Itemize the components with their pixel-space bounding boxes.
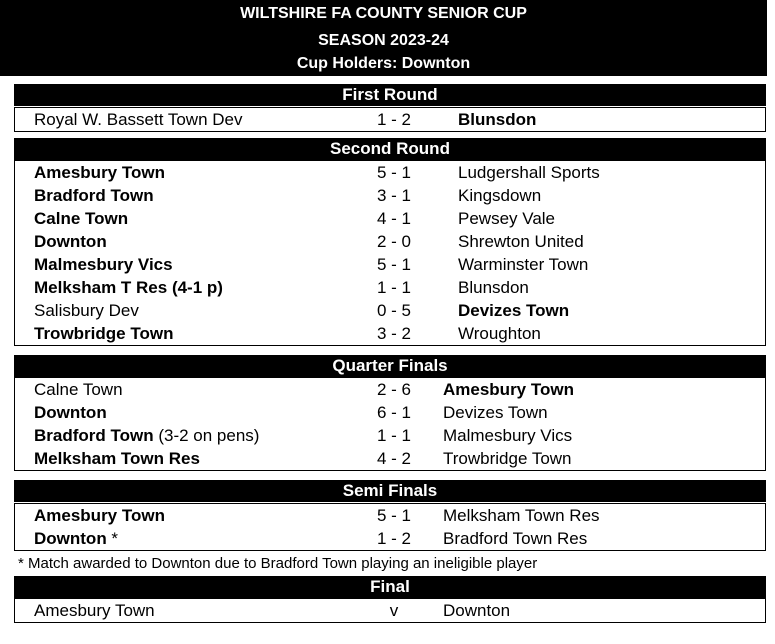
match-row: [15, 230, 765, 253]
away-team: Pewsey Vale: [458, 209, 556, 228]
away-team: Blunsdon: [458, 110, 537, 129]
match-row: [15, 527, 765, 550]
match-row: [15, 599, 765, 622]
home-team: [34, 424, 259, 447]
away-team: Amesbury Town: [443, 380, 574, 399]
home-team-name: Amesbury Town: [34, 506, 165, 525]
home-team-name: Melksham Town Res: [34, 449, 200, 468]
home-team: [34, 207, 128, 230]
home-team-name: Salisbury Dev: [34, 301, 139, 320]
match-score: 3 - 2: [376, 324, 412, 343]
competition-header: [0, 0, 767, 76]
match-row: [15, 253, 765, 276]
match-score: 1 - 2: [376, 529, 412, 548]
away-team: Kingsdown: [458, 186, 542, 205]
match-row: [15, 401, 765, 424]
home-team-name: Amesbury Town: [34, 601, 155, 620]
home-team: [34, 230, 107, 253]
match-score: 3 - 1: [376, 186, 412, 205]
away-team: Malmesbury Vics: [443, 426, 573, 445]
match-row: [15, 378, 765, 401]
match-row: [15, 322, 765, 345]
home-team: [34, 299, 139, 322]
away-team: Shrewton United: [458, 232, 584, 251]
match-score: 4 - 2: [376, 449, 412, 468]
match-score: 1 - 1: [376, 278, 412, 297]
home-team-name: Bradford Town: [34, 186, 154, 205]
second-round-heading: Second Round: [14, 138, 766, 160]
match-row: [15, 108, 765, 131]
home-team-name: Calne Town: [34, 380, 123, 399]
match-score: 5 - 1: [376, 255, 412, 274]
match-score: 5 - 1: [376, 163, 412, 182]
home-team-name: Malmesbury Vics: [34, 255, 173, 274]
match-row: [15, 184, 765, 207]
quarter-finals-heading: Quarter Finals: [14, 355, 766, 377]
home-team: [34, 447, 200, 470]
second-round-results: [14, 160, 766, 346]
match-score: 5 - 1: [376, 506, 412, 525]
home-team-name: Bradford Town: [34, 426, 154, 445]
away-team: Bradford Town Res: [443, 529, 588, 548]
away-team: Downton: [443, 601, 511, 620]
home-team-name: Trowbridge Town: [34, 324, 174, 343]
semi-finals-heading: Semi Finals: [14, 480, 766, 502]
home-team: [34, 401, 107, 424]
home-team-note: *: [106, 529, 119, 548]
match-score: 2 - 6: [376, 380, 412, 399]
match-row: [15, 276, 765, 299]
match-score: 1 - 1: [376, 426, 412, 445]
home-team-name: Downton: [34, 232, 107, 251]
away-team: Wroughton: [458, 324, 541, 343]
quarter-finals-results: [14, 377, 766, 471]
match-score: 6 - 1: [376, 403, 412, 422]
home-team-name: Calne Town: [34, 209, 129, 228]
home-team-name: Downton: [34, 403, 107, 422]
match-row: [15, 161, 765, 184]
match-score: 1 - 2: [376, 110, 412, 129]
home-team-name: Melksham T Res (4-1 p): [34, 278, 223, 297]
home-team: [34, 599, 155, 622]
home-team: [34, 184, 154, 207]
cup-holders-label: Cup Holders: Downton: [296, 55, 471, 72]
away-team: Blunsdon: [458, 278, 529, 297]
season-label: SEASON 2023-24: [318, 32, 449, 49]
away-team: Devizes Town: [443, 403, 548, 422]
match-score: 0 - 5: [376, 301, 412, 320]
match-row: [15, 207, 765, 230]
home-team: [34, 527, 118, 550]
home-team-note: (3-2 on pens): [153, 426, 260, 445]
home-team: [34, 108, 243, 131]
match-score: v: [389, 601, 399, 620]
home-team: [34, 504, 165, 527]
match-row: [15, 424, 765, 447]
home-team: [34, 253, 173, 276]
final-heading: Final: [14, 576, 766, 598]
away-team: Warminster Town: [458, 255, 589, 274]
match-row: [15, 299, 765, 322]
match-score: 2 - 0: [376, 232, 412, 251]
match-row: [15, 447, 765, 470]
semi-finals-results: [14, 503, 766, 551]
first-round-heading: First Round: [14, 84, 766, 106]
home-team: [34, 276, 223, 299]
match-score: 4 - 1: [376, 209, 412, 228]
away-team: Ludgershall Sports: [458, 163, 600, 182]
away-team: Trowbridge Town: [443, 449, 572, 468]
final-fixture: [14, 598, 766, 623]
home-team: [34, 161, 165, 184]
home-team: [34, 378, 123, 401]
home-team: [34, 322, 173, 345]
first-round-results: [14, 107, 766, 132]
home-team-name: Royal W. Bassett Town Dev: [34, 110, 243, 129]
competition-title: WILTSHIRE FA COUNTY SENIOR CUP: [240, 5, 527, 22]
match-row: [15, 504, 765, 527]
semi-finals-footnote: * Match awarded to Downton due to Bradford Town playing an ineligible player: [18, 555, 538, 572]
home-team-name: Downton: [34, 529, 107, 548]
home-team-name: Amesbury Town: [34, 163, 165, 182]
away-team: Melksham Town Res: [443, 506, 600, 525]
away-team: Devizes Town: [458, 301, 570, 320]
